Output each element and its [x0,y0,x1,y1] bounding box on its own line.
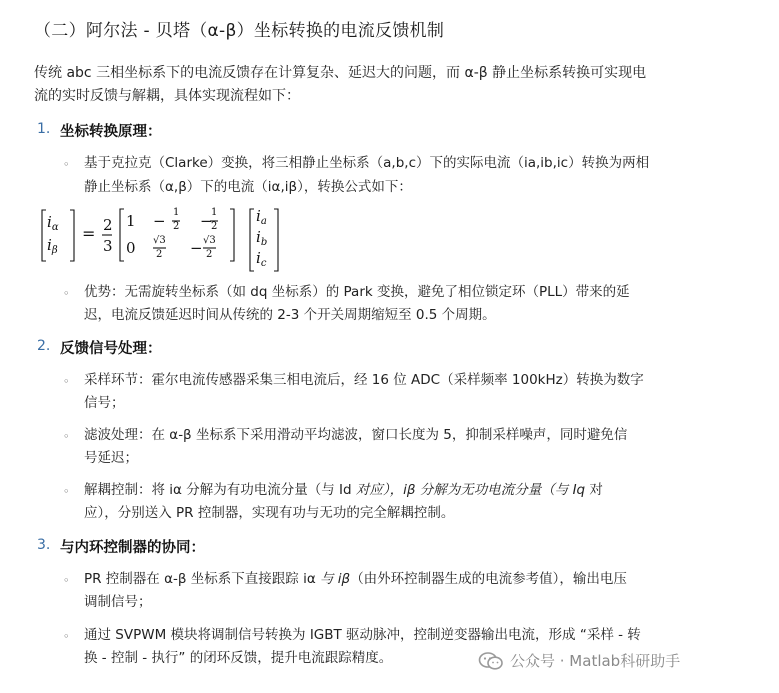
s2-b3-part-a: 解耦控制：将 iα 分解为有功电流分量（与 Id [84,482,356,498]
s3-b1-part-a: PR 控制器在 α-β 坐标系下直接跟踪 iα [84,571,321,587]
s2-b2-line2: 号延迟； [84,450,138,466]
list-title-3: 与内环控制器的协同： [60,540,205,556]
m12-num: 1 [173,207,180,218]
s2-b3-line1 [84,479,744,502]
bullet-icon: ◦ [63,630,70,643]
s2-b3-line2: 应），分别送入 PR 控制器，实现有功与无功的完全解耦控制。 [84,505,455,521]
s1-b1-line2: 静止坐标系（α,β）下的电流（iα,iβ），转换公式如下： [84,179,412,195]
bullet-icon: ◦ [63,158,70,171]
v-ia: i [256,207,261,225]
m22-num: √3 [153,235,166,246]
equals-sign: = [82,224,96,243]
s1-b2-line1: 优势：无需旋转坐标系（如 dq 坐标系）的 Park 变换，避免了相位锁定环（PLL）带来的延 [84,284,630,300]
lhs-i-alpha: i [47,213,52,231]
intro-line-2: 流的实时反馈与解耦，具体实现流程如下： [34,88,300,104]
bullet-icon: ◦ [63,430,70,443]
bullet-icon: ◦ [63,485,70,498]
m21: 0 [126,239,136,257]
list-number-3: 3. [37,537,51,553]
intro-line-1: 传统 abc 三相坐标系下的电流反馈存在计算复杂、延迟大的问题，而 α-β 静止坐标系转换可实现电 [34,65,647,81]
lhs-i-beta: i [47,236,52,254]
list-number-1: 1. [37,121,51,137]
s2-b1-line2: 信号； [84,395,125,411]
watermark [478,650,680,671]
m13-minus: − [200,212,213,230]
s3-b1-part-c: （由外环控制器生成的电流参考值），输出电压 [350,571,627,587]
s2-b2-line1: 滤波处理：在 α-β 坐标系下采用滑动平均滤波，窗口长度为 5，抑制采样噪声，同时避免信 [84,427,628,443]
lhs-sub-beta: β [51,245,58,256]
v-ib: i [256,228,261,246]
coef-denominator: 3 [103,237,113,255]
v-sub-c: c [260,258,267,269]
m11: 1 [126,212,136,230]
lhs-sub-alpha: α [51,222,59,233]
list-title-1: 坐标转换原理： [60,124,162,140]
bullet-icon: ◦ [63,574,70,587]
s2-b1-line1: 采样环节：霍尔电流传感器采集三相电流后，经 16 位 ADC（采样频率 100kHz）转换为数字 [84,372,644,388]
coef-numerator: 2 [103,216,113,234]
s1-b2-line2: 迟，电流反馈延迟时间从传统的 2-3 个开关周期缩短至 0.5 个周期。 [84,307,496,323]
v-ic: i [256,249,261,267]
s3-b2-line2: 换 - 控制 - 执行” 的闭环反馈，提升电流跟踪精度。 [84,650,393,666]
s1-b1-line1: 基于克拉克（Clarke）变换，将三相静止坐标系（a,b,c）下的实际电流（ia,ib,ic）转换为两相 [84,155,650,171]
bullet-icon: ◦ [63,375,70,388]
list-title-2: 反馈信号处理： [60,341,162,357]
list-number-2: 2. [37,338,51,354]
s2-b3-part-b: 对应），iβ 分解为无功电流分量（与 Iq [355,482,586,498]
m13-den: 2 [211,221,218,232]
wechat-icon [478,651,504,671]
s2-b3-part-c: 对 [585,482,603,498]
s3-b2-line1: 通过 SVPWM 模块将调制信号转换为 IGBT 驱动脉冲，控制逆变器输出电流，形成 “采样 - 转 [84,627,641,643]
section-heading: （二）阿尔法 - 贝塔（α-β）坐标转换的电流反馈机制 [34,21,445,41]
m13-num: 1 [211,207,218,218]
bullet-icon: ◦ [63,287,70,300]
v-sub-b: b [260,237,268,248]
m12-minus: − [153,212,166,230]
m23-minus: − [190,239,203,257]
m12-den: 2 [173,221,180,232]
m23-den: 2 [206,249,213,260]
m22-den: 2 [156,249,163,260]
v-sub-a: a [260,216,267,227]
clarke-formula [40,207,300,273]
watermark-text: 公众号 · Matlab科研助手 [510,652,681,670]
m23-num: √3 [203,235,216,246]
s3-b1-line2: 调制信号； [84,594,152,610]
s3-b1-part-b: 与 iβ [320,571,351,587]
s3-b1-line1 [84,568,744,591]
